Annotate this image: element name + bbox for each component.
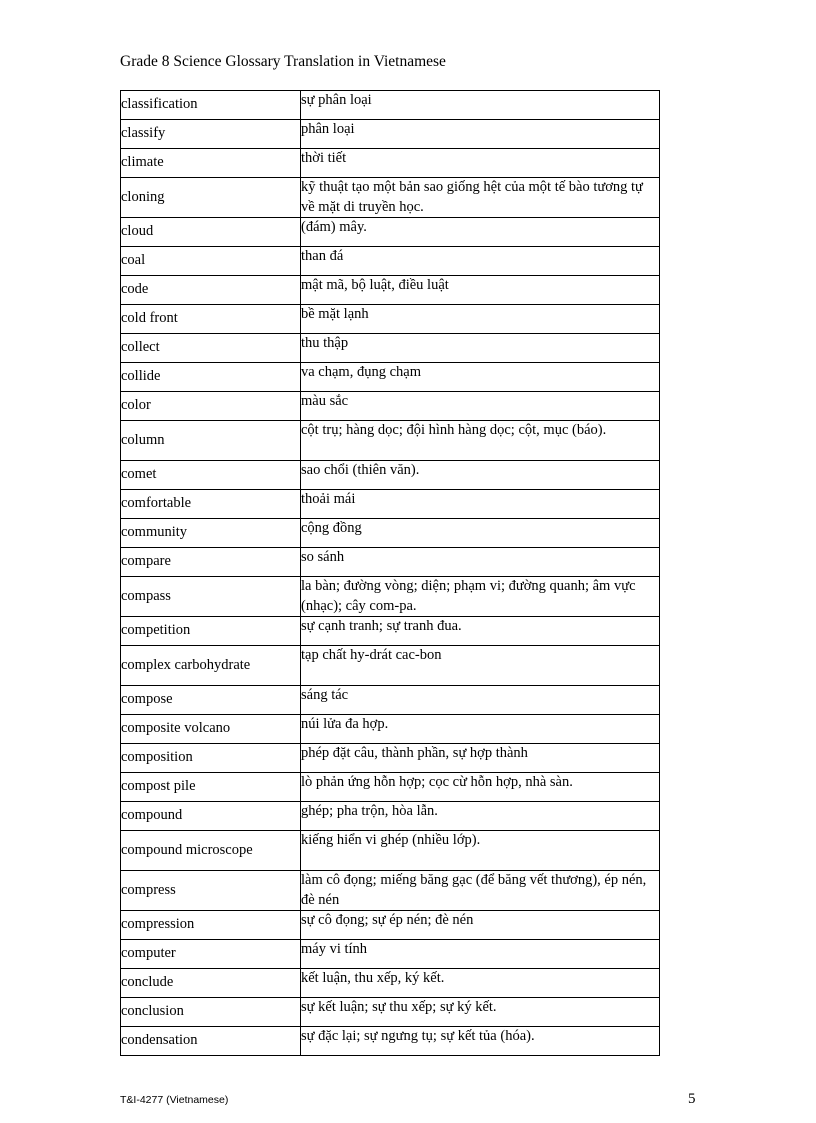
term-cell: collect: [121, 334, 301, 363]
term-cell: collide: [121, 363, 301, 392]
definition-cell: sáng tác: [301, 686, 660, 715]
definition-cell: sự đặc lại; sự ngưng tụ; sự kết tủa (hóa).: [301, 1027, 660, 1056]
table-row: [121, 715, 660, 744]
footer-document-code: T&I-4277 (Vietnamese): [120, 1094, 229, 1106]
table-row: [121, 773, 660, 802]
term-cell: compound: [121, 802, 301, 831]
table-row: [121, 363, 660, 392]
table-row: [121, 91, 660, 120]
table-row: [121, 149, 660, 178]
term-cell: color: [121, 392, 301, 421]
table-row: [121, 871, 660, 911]
definition-cell: thời tiết: [301, 149, 660, 178]
term-cell: compare: [121, 548, 301, 577]
table-row: [121, 646, 660, 686]
definition-cell: làm cô đọng; miếng băng gạc (để băng vết thương), ép nén, đè nén: [301, 871, 660, 911]
term-cell: condensation: [121, 1027, 301, 1056]
definition-cell: lò phản ứng hỗn hợp; cọc cừ hỗn hợp, nhà sàn.: [301, 773, 660, 802]
term-cell: compound microscope: [121, 831, 301, 871]
definition-cell: màu sắc: [301, 392, 660, 421]
definition-cell: ghép; pha trộn, hòa lẫn.: [301, 802, 660, 831]
definition-cell: sự kết luận; sự thu xếp; sự ký kết.: [301, 998, 660, 1027]
table-row: [121, 831, 660, 871]
table-row: [121, 120, 660, 149]
table-row: [121, 744, 660, 773]
definition-cell: sao chổi (thiên văn).: [301, 461, 660, 490]
table-row: [121, 490, 660, 519]
definition-cell: máy vi tính: [301, 940, 660, 969]
definition-cell: mật mã, bộ luật, điều luật: [301, 276, 660, 305]
definition-cell: kiếng hiển vi ghép (nhiều lớp).: [301, 831, 660, 871]
table-row: [121, 686, 660, 715]
term-cell: compost pile: [121, 773, 301, 802]
term-cell: code: [121, 276, 301, 305]
term-cell: community: [121, 519, 301, 548]
term-cell: conclusion: [121, 998, 301, 1027]
term-cell: compression: [121, 911, 301, 940]
table-row: [121, 548, 660, 577]
term-cell: climate: [121, 149, 301, 178]
term-cell: composition: [121, 744, 301, 773]
definition-cell: cột trụ; hàng dọc; đội hình hàng dọc; cột, mục (báo).: [301, 421, 660, 461]
table-row: [121, 969, 660, 998]
definition-cell: va chạm, đụng chạm: [301, 363, 660, 392]
page-title: Grade 8 Science Glossary Translation in Vietnamese: [120, 53, 446, 70]
glossary-body: [121, 91, 660, 1056]
table-row: [121, 247, 660, 276]
table-row: [121, 940, 660, 969]
table-row: [121, 392, 660, 421]
definition-cell: la bàn; đường vòng; diện; phạm vi; đường quanh; âm vực (nhạc); cây com-pa.: [301, 577, 660, 617]
definition-cell: sự cạnh tranh; sự tranh đua.: [301, 617, 660, 646]
term-cell: classify: [121, 120, 301, 149]
term-cell: conclude: [121, 969, 301, 998]
definition-cell: phép đặt câu, thành phần, sự hợp thành: [301, 744, 660, 773]
definition-cell: tạp chất hy-drát cac-bon: [301, 646, 660, 686]
definition-cell: kỹ thuật tạo một bản sao giống hệt của một tế bào tương tự về mặt di truyền học.: [301, 178, 660, 218]
term-cell: compose: [121, 686, 301, 715]
table-row: [121, 178, 660, 218]
definition-cell: so sánh: [301, 548, 660, 577]
term-cell: cold front: [121, 305, 301, 334]
term-cell: competition: [121, 617, 301, 646]
definition-cell: cộng đồng: [301, 519, 660, 548]
term-cell: complex carbohydrate: [121, 646, 301, 686]
table-row: [121, 421, 660, 461]
term-cell: coal: [121, 247, 301, 276]
definition-cell: thoải mái: [301, 490, 660, 519]
term-cell: classification: [121, 91, 301, 120]
table-row: [121, 911, 660, 940]
table-row: [121, 276, 660, 305]
term-cell: composite volcano: [121, 715, 301, 744]
definition-cell: sự phân loại: [301, 91, 660, 120]
table-row: [121, 998, 660, 1027]
term-cell: cloud: [121, 218, 301, 247]
definition-cell: thu thập: [301, 334, 660, 363]
definition-cell: (đám) mây.: [301, 218, 660, 247]
term-cell: comet: [121, 461, 301, 490]
glossary-table: [120, 90, 660, 1056]
definition-cell: phân loại: [301, 120, 660, 149]
term-cell: compass: [121, 577, 301, 617]
table-row: [121, 334, 660, 363]
definition-cell: núi lửa đa hợp.: [301, 715, 660, 744]
definition-cell: kết luận, thu xếp, ký kết.: [301, 969, 660, 998]
definition-cell: than đá: [301, 247, 660, 276]
table-row: [121, 617, 660, 646]
term-cell: column: [121, 421, 301, 461]
term-cell: cloning: [121, 178, 301, 218]
table-row: [121, 577, 660, 617]
table-row: [121, 218, 660, 247]
table-row: [121, 802, 660, 831]
term-cell: comfortable: [121, 490, 301, 519]
definition-cell: sự cô đọng; sự ép nén; đè nén: [301, 911, 660, 940]
term-cell: compress: [121, 871, 301, 911]
term-cell: computer: [121, 940, 301, 969]
table-row: [121, 461, 660, 490]
definition-cell: bề mặt lạnh: [301, 305, 660, 334]
table-row: [121, 305, 660, 334]
table-row: [121, 1027, 660, 1056]
page-number: 5: [688, 1091, 696, 1107]
table-row: [121, 519, 660, 548]
